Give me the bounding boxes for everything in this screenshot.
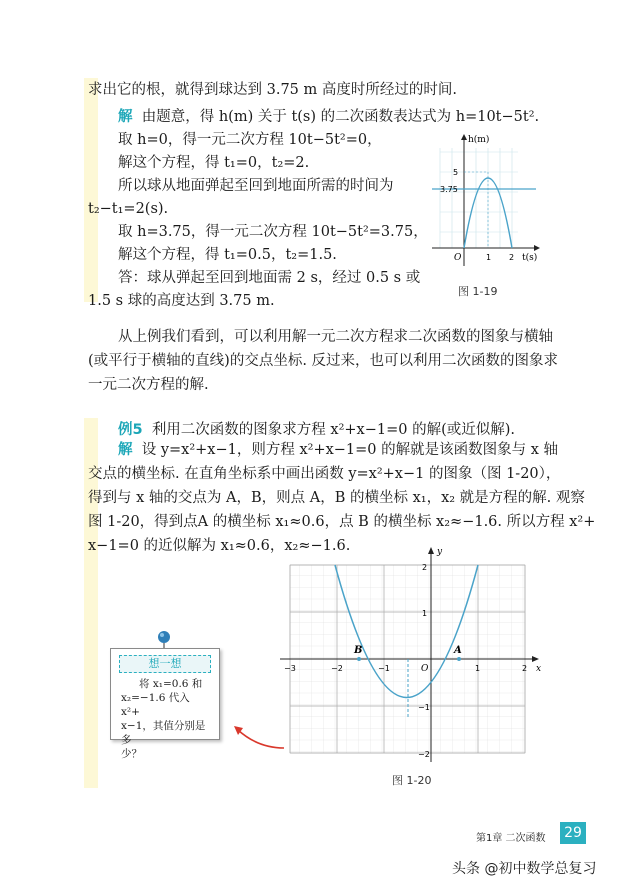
sol-line-3: 得到与 x 轴的交点为 A，B，则点 A，B 的横坐标 x₁，x₂ 就是方程的解. 观察 <box>88 490 585 506</box>
sol-line-4: 图 1-20，得到点A 的横坐标 x₁≈0.6，点 B 的横坐标 x₂≈−1.6. 所以方程 x²+ <box>88 514 596 530</box>
fig20-xlabel: x <box>536 664 542 674</box>
fig20-ylabel: y <box>437 547 443 557</box>
fig20-ytick-m1: −1 <box>418 703 430 712</box>
note-line-1: 将 x₁=0.6 和 <box>139 678 203 690</box>
para-line-1: 从上例我们看到，可以利用解一元二次方程求二次函数的图象与横轴 <box>118 329 553 345</box>
arrow-icon <box>228 712 288 752</box>
para-line-2: (或平行于横轴的直线)的交点坐标. 反过来，也可以利用二次函数的图象求 <box>88 353 559 369</box>
highlight-band-bottom <box>84 558 98 788</box>
note-line-3: x−1，其值分别是多 <box>121 720 206 746</box>
text-line-1: 求出它的根，就得到球达到 3.75 m 高度时所经过的时间. <box>88 82 457 98</box>
fig20-xtick-m2: −2 <box>331 664 343 673</box>
fig20-origin: O <box>421 664 429 674</box>
fig19-ytick-375: 3.75 <box>440 185 458 194</box>
fig20-ytick-m2: −2 <box>418 750 430 759</box>
body-paragraph <box>88 325 558 397</box>
sol-line-1: 设 y=x²+x−1，则方程 x²+x−1=0 的解就是该函数图象与 x 轴 <box>141 442 559 458</box>
point-b-label: B <box>354 645 363 656</box>
text-line-3: 取 h=0，得一元二次方程 10t−5t²=0， <box>118 132 382 148</box>
highlight-band-top <box>84 78 98 302</box>
text-line-5: 所以球从地面弹起至回到地面所需的时间为 <box>118 178 394 194</box>
point-a-label: A <box>454 645 462 656</box>
fig20-caption: 图 1-20 <box>392 774 432 787</box>
text-line-8: 解这个方程，得 t₁=0.5，t₂=1.5. <box>118 247 337 263</box>
note-body <box>111 677 219 761</box>
think-note-card <box>110 648 220 760</box>
fig20-xtick-1: 1 <box>475 664 481 673</box>
example5-label: 例5 <box>118 422 143 438</box>
note-line-4: 少？ <box>121 748 142 760</box>
fig19-ylabel: h(m) <box>468 135 490 145</box>
text-line-2 <box>118 107 539 127</box>
fig19-xtick-1: 1 <box>486 253 492 262</box>
page-number: 29 <box>560 822 586 844</box>
fig20-xtick-m1: −1 <box>378 664 390 673</box>
figure-1-19 <box>418 128 548 278</box>
figure-1-20 <box>276 540 556 770</box>
fig20-ytick-1: 1 <box>422 609 428 618</box>
text-line-6: t₂−t₁=2(s). <box>88 201 169 217</box>
fig20-xtick-2: 2 <box>522 664 528 673</box>
example5-sol-label: 解 <box>118 442 133 458</box>
fig19-ytick-5: 5 <box>453 168 459 177</box>
fig20-ytick-2: 2 <box>422 563 428 572</box>
chapter-footer: 第1章 二次函数 <box>476 833 546 844</box>
fig19-xlabel: t(s) <box>522 253 538 263</box>
solution-label: 解 <box>118 109 133 125</box>
watermark: 头条 @初中数学总复习 <box>452 861 597 877</box>
para-line-3: 一元二次方程的解. <box>88 377 209 393</box>
text-line-10: 1.5 s 球的高度达到 3.75 m. <box>88 293 275 309</box>
note-line-2: x₂=−1.6 代入 x²+ <box>121 692 190 718</box>
sol-line-5: x−1=0 的近似解为 x₁≈0.6，x₂≈−1.6. <box>88 538 351 554</box>
fig19-caption: 图 1-19 <box>458 285 498 298</box>
solution-text: 由题意，得 h(m) 关于 t(s) 的二次函数表达式为 h=10t−5t². <box>141 109 540 125</box>
example5-title <box>118 420 515 440</box>
note-title: 想一想 <box>119 655 211 673</box>
text-line-9: 答：球从弹起至回到地面需 2 s，经过 0.5 s 或 <box>118 270 421 286</box>
text-line-7: 取 h=3.75，得一元二次方程 10t−5t²=3.75， <box>118 224 428 240</box>
fig19-xtick-2: 2 <box>509 253 515 262</box>
example5-text: 利用二次函数的图象求方程 x²+x−1=0 的解(或近似解). <box>151 422 516 438</box>
fig20-xtick-m3: −3 <box>284 664 296 673</box>
sol-line-2: 交点的横坐标. 在直角坐标系中画出函数 y=x²+x−1 的图象（图 1-20）， <box>88 466 561 482</box>
pushpin-icon <box>156 630 172 650</box>
text-line-4: 解这个方程，得 t₁=0，t₂=2. <box>118 155 310 171</box>
fig19-origin: O <box>454 253 462 263</box>
